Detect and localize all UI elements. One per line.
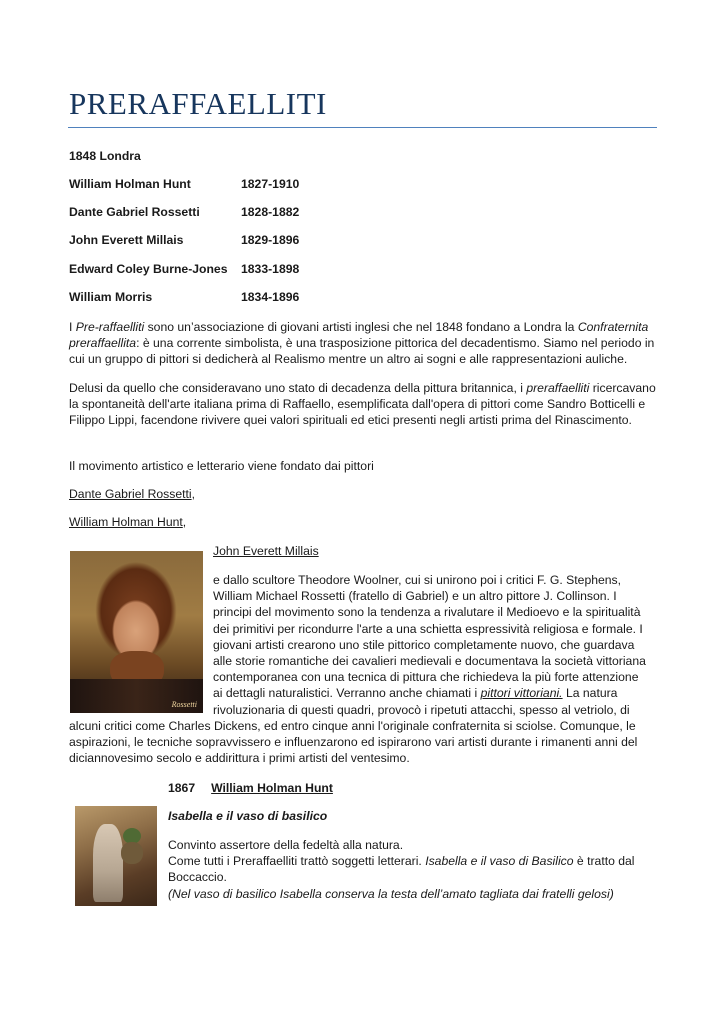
text-run: ai dettagli naturalistici. Verranno anche chiamati i xyxy=(213,686,481,701)
comma: , xyxy=(191,487,195,501)
text-run: sono un’associazione di giovani artisti inglesi che nel 1848 fondano a Londra la xyxy=(144,320,578,334)
comma: , xyxy=(182,515,187,529)
text-line: alle storie romantiche dei cavalieri medievali e documentava la società vittoriana xyxy=(213,654,646,669)
text-line: diciannovesimo secolo e addirittura i primi artisti del ventesimo. xyxy=(69,751,410,766)
text-run: La natura xyxy=(562,686,618,701)
italic-term: Isabella e il vaso di Basilico xyxy=(425,854,574,869)
italic-term: Confraternita preraffaellita xyxy=(69,320,649,351)
text-line: dei primitivi per ricondurre l'arte a una schietta espressività religiosa e formale. I xyxy=(213,621,643,636)
artist-dates: 1833-1898 xyxy=(241,262,300,276)
painting-pot xyxy=(121,842,143,864)
artist-row xyxy=(69,290,300,304)
text-line: rivoluzionaria di questi quadri, provocò i ripetuti attacchi, spesso al vetriolo, di xyxy=(213,702,630,717)
full-width-paragraph xyxy=(69,718,669,767)
founder-line xyxy=(69,514,186,530)
text-run: ricercavano la spontaneità dell'arte italiana prima di Raffaello, esemplificata dall'opera di pittori come Sandro Botticelli e Filippo Lippi, facendone rivivere quei valori spirituali ed etici presenti negli artisti prima del Rinascimento. xyxy=(69,381,656,428)
page-title: PRERAFFAELLITI xyxy=(69,86,327,121)
artist-row xyxy=(69,262,300,276)
text-line: alcuni critici come Charles Dickens, ed entro cinque anni l'originale confraternita si sciolse. Comunque, le xyxy=(69,719,636,733)
year-place: 1848 Londra xyxy=(69,149,141,163)
painting-figure xyxy=(93,824,123,902)
founder-line xyxy=(69,486,195,502)
artist-name: Edward Coley Burne-Jones xyxy=(69,262,228,276)
rossetti-portrait-image xyxy=(70,551,203,713)
artist-name: John Everett Millais xyxy=(69,233,184,247)
text-line: principi del movimento sono la tendenza a rivalutare il Medioevo e la spiritualità xyxy=(213,605,641,620)
text-line: (Nel vaso di basilico Isabella conserva la testa dell’amato tagliata dai fratelli gelosi) xyxy=(168,886,614,901)
intro-paragraph xyxy=(69,319,659,368)
title-underline xyxy=(68,127,657,128)
founder-link[interactable]: Dante Gabriel Rossetti xyxy=(69,487,192,501)
artist-name: William Holman Hunt xyxy=(69,177,191,191)
artist-name: William Morris xyxy=(69,290,153,304)
wrapped-paragraph xyxy=(213,572,663,718)
text-run: : è una corrente simbolista, è una trasposizione pittorica del decadentismo. Siamo nel periodo in cui un gruppo di pittori si dedicherà al Realismo mentre un altro ai sogni e alle rappresentazioni auliche. xyxy=(69,336,655,367)
italic-term: pittori vittoriani. xyxy=(480,686,563,701)
work-artist: William Holman Hunt xyxy=(211,781,333,795)
text-run: I xyxy=(69,320,76,334)
text-run: Come tutti i Preraffaelliti trattò soggetti letterari. xyxy=(168,854,426,869)
artist-row xyxy=(69,233,300,247)
text-line: aspirazioni, le tecniche sopravvissero e influenzarono ed ispirarono vari artisti durante i rimanenti anni del xyxy=(69,735,638,750)
second-paragraph xyxy=(69,380,659,429)
text-line xyxy=(213,685,663,701)
founders-intro: Il movimento artistico e letterario viene fondato dai pittori xyxy=(69,459,374,473)
work-title: Isabella e il vaso di basilico xyxy=(168,809,328,823)
artist-dates: 1828-1882 xyxy=(241,205,300,219)
artist-row xyxy=(69,177,300,191)
founder-line xyxy=(213,543,319,559)
work-year: 1867 xyxy=(168,781,196,795)
founder-link[interactable]: William Holman Hunt xyxy=(69,515,183,529)
text-run: è tratto dal xyxy=(573,854,635,869)
italic-term: Pre-raffaelliti xyxy=(75,320,145,334)
artist-dates: 1834-1896 xyxy=(241,290,300,304)
artist-name: Dante Gabriel Rossetti xyxy=(69,205,200,219)
artist-row xyxy=(69,205,300,219)
text-run: Delusi da quello che consideravano uno stato di decadenza della pittura britannica, i xyxy=(69,381,527,395)
text-line xyxy=(168,853,663,869)
text-line: giovani artisti crearono uno stile pittorico completamente nuovo, che guardava xyxy=(213,637,635,652)
text-line: Convinto assertore della fedeltà alla natura. xyxy=(168,838,404,852)
text-line: William Michael Rossetti (fratello di Gabriel) e un altro pittore J. Collinson. I xyxy=(213,589,617,604)
portrait-signature: Rossetti xyxy=(171,700,197,709)
work-description xyxy=(168,837,663,902)
text-line: contemporanea con una tecnica di pittura che richiedeva la più forte attenzione xyxy=(213,670,639,685)
artist-dates: 1829-1896 xyxy=(241,233,300,247)
text-line: e dallo scultore Theodore Woolner, cui si unirono poi i critici F. G. Stephens, xyxy=(213,573,622,587)
founder-link[interactable]: John Everett Millais xyxy=(213,544,319,558)
italic-term: preraffaelliti xyxy=(526,381,590,395)
artist-dates: 1827-1910 xyxy=(241,177,300,191)
work-heading xyxy=(168,780,333,796)
text-line: Boccaccio. xyxy=(168,870,227,885)
isabella-painting-image xyxy=(75,806,157,906)
